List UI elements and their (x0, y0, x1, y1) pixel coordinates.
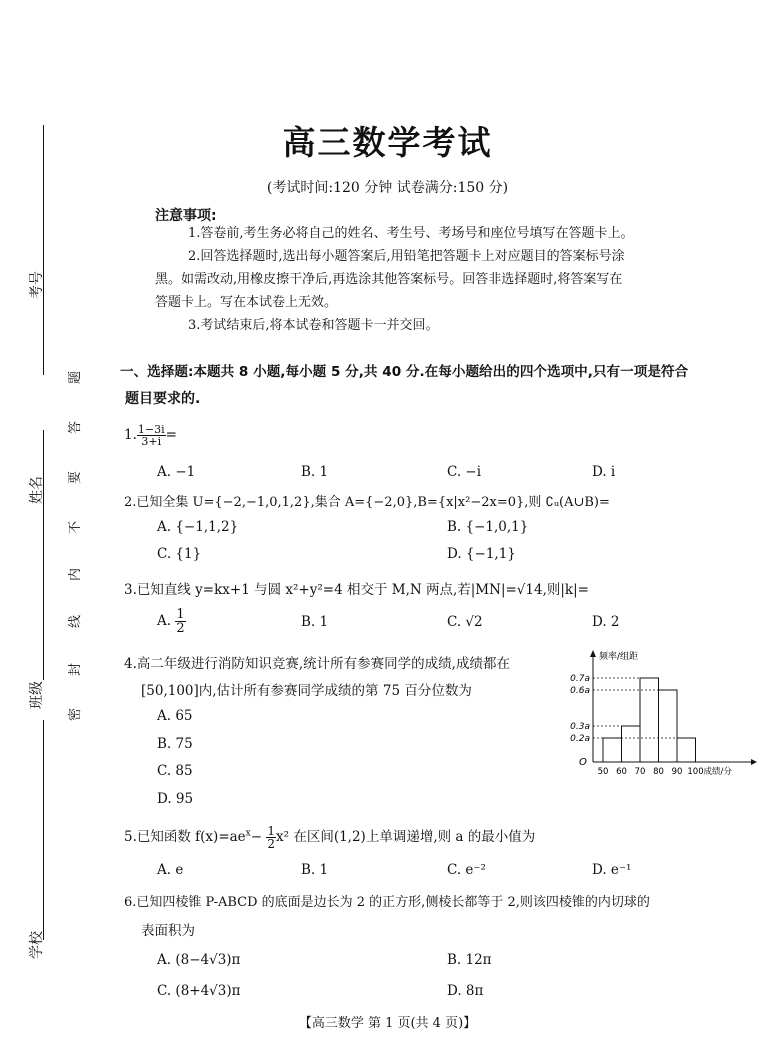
histogram-bar (603, 738, 622, 762)
section-heading-cont: 题目要求的. (125, 391, 201, 407)
name-label: 姓名 (29, 476, 45, 504)
student-id-label: 考号 (29, 271, 45, 299)
x-tick-label: 60 (616, 767, 627, 777)
notice-item: 1.答卷前,考生务必将自己的姓名、考生号、考场号和座位号填写在答题卡上。 (188, 226, 634, 241)
option-a: A. {−1,1,2} (157, 519, 239, 535)
y-axis-label: 频率/组距 (599, 652, 639, 662)
histogram-bar (640, 678, 659, 762)
y-tick-label: 0.2a (570, 734, 590, 744)
y-axis-arrow (590, 650, 596, 657)
seal-char: 不 (68, 520, 84, 535)
notice-item: 2.回答选择题时,选出每小题答案后,用铅笔把答题卡上对应题目的答案标号涂 (188, 249, 625, 264)
option-c: C. √2 (447, 614, 483, 630)
x-tick-label: 80 (653, 767, 664, 777)
option-b: B. 1 (301, 862, 329, 878)
option-a: A. 65 (157, 708, 193, 724)
option-d: D. 8π (447, 983, 484, 999)
question-number: 1. (124, 427, 137, 443)
notice-item: 答题卡上。写在本试卷上无效。 (155, 295, 338, 310)
option-a: A. e (157, 862, 184, 878)
histogram-bar (659, 690, 678, 762)
x-tick-label: 100 (687, 767, 704, 777)
seal-char: 题 (68, 370, 84, 385)
question-2: 2.已知全集 U={−2,−1,0,1,2},集合 A={−2,0},B={x|x²−2x=0},则 ∁ᵤ(A∪B)= (124, 495, 610, 510)
option-c: C. {1} (157, 546, 202, 562)
option-b: B. 1 (301, 614, 329, 630)
seal-char: 封 (68, 662, 84, 677)
fraction: $\frac{1-3i}{3+i}$ (137, 423, 165, 448)
x-tick-label: 50 (597, 767, 609, 777)
exam-info: (考试时间:120 分钟 试卷满分:150 分) (266, 180, 509, 196)
histogram-bar (677, 738, 696, 762)
notice-item: 黑。如需改动,用橡皮擦干净后,再选涂其他答案标号。回答非选择题时,将答案写在 (155, 272, 623, 287)
option-c: C. −i (447, 464, 482, 480)
x-tick-label: 70 (634, 767, 646, 777)
x-axis-arrow (751, 759, 757, 765)
frequency-histogram (555, 645, 760, 780)
option-b: B. 1 (301, 464, 329, 480)
option-a: A. −1 (157, 464, 196, 480)
question-1: 1. $\frac{1-3i}{3+i}$ = (124, 423, 177, 448)
fraction: $\frac{1}{2}$ (176, 607, 185, 636)
margin-line-bottom (43, 720, 44, 940)
option-d: D. 95 (157, 791, 194, 807)
histogram-bar (622, 726, 641, 762)
x-axis-label: 成绩/分 (703, 767, 732, 777)
page-title: 高三数学考试 (282, 123, 493, 162)
option-b: B. {−1,0,1} (447, 519, 529, 535)
y-tick-label: 0.7a (570, 674, 590, 684)
seal-char: 线 (68, 614, 84, 629)
school-label: 学校 (29, 931, 45, 959)
section-heading: 一、选择题:本题共 8 小题,每小题 5 分,共 40 分.在每小题给出的四个选项中,只有一项是符合 (120, 364, 689, 380)
question-6-cont: 表面积为 (141, 923, 195, 939)
option-a: A. (8−4√3)π (157, 952, 241, 968)
y-tick-label: 0.3a (570, 722, 590, 732)
question-3: 3.已知直线 y=kx+1 与圆 x²+y²=4 相交于 M,N 两点,若|MN|=√14,则|k|= (124, 582, 589, 598)
option-d: D. i (592, 464, 616, 480)
option-b: B. 75 (157, 736, 193, 752)
notice-item: 3.考试结束后,将本试卷和答题卡一并交回。 (188, 318, 439, 333)
question-6: 6.已知四棱锥 P-ABCD 的底面是边长为 2 的正方形,侧棱长都等于 2,则该四棱锥的内切球的 (124, 895, 650, 910)
margin-line-mid (43, 430, 44, 680)
question-5: 5.已知函数 $f(x)=ae^x-$ $\frac{1}{2}$ x² 在区间(1,2)上单调递增,则 a 的最小值为 (124, 824, 536, 851)
option-d: D. {−1,1} (447, 546, 516, 562)
option-c: C. (8+4√3)π (157, 983, 241, 999)
question-4: 4.高二年级进行消防知识竞赛,统计所有参赛同学的成绩,成绩都在 (124, 656, 510, 672)
class-label: 班级 (29, 681, 45, 709)
x-tick-label: 90 (671, 767, 683, 777)
notice-heading: 注意事项: (155, 208, 217, 224)
question-4-cont: [50,100]内,估计所有参赛同学成绩的第 75 百分位数为 (141, 683, 472, 699)
page-footer: 【高三数学 第 1 页(共 4 页)】 (298, 1016, 477, 1031)
seal-char: 要 (68, 470, 84, 485)
seal-char: 密 (68, 707, 84, 722)
option-d: D. e⁻¹ (592, 862, 632, 878)
option-c: C. e⁻² (447, 862, 486, 878)
option-c: C. 85 (157, 763, 193, 779)
fraction: $\frac{1}{2}$ (267, 824, 275, 851)
seal-char: 答 (68, 420, 84, 435)
seal-char: 内 (68, 567, 84, 582)
origin-label: O (579, 757, 587, 768)
y-tick-label: 0.6a (570, 686, 590, 696)
option-b: B. 12π (447, 952, 492, 968)
option-a: A. $\frac{1}{2}$ (157, 607, 185, 636)
option-d: D. 2 (592, 614, 620, 630)
